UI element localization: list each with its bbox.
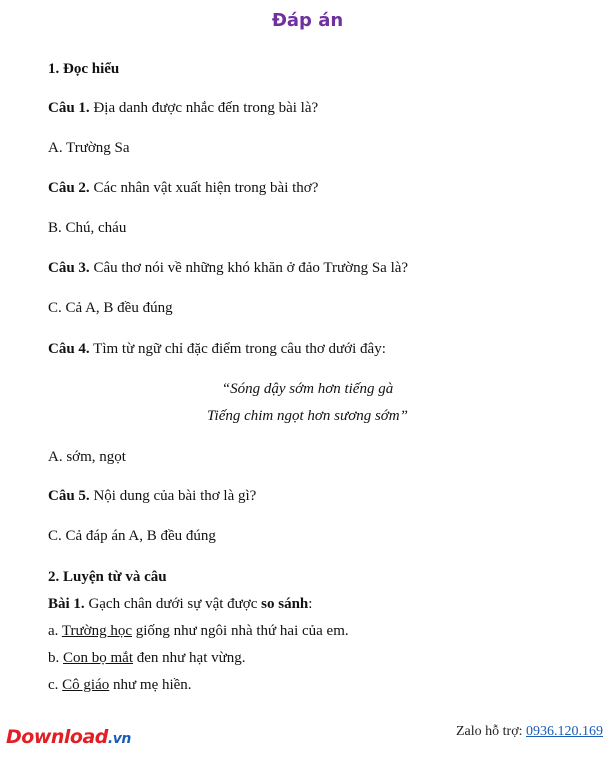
answer-5: C. Cả đáp án A, B đều đúng xyxy=(48,528,216,544)
exercise-item-b xyxy=(48,650,246,667)
question-label: Câu 3. xyxy=(48,260,90,276)
support-contact xyxy=(456,724,603,740)
exercise-item-a xyxy=(48,623,349,640)
exercise-1 xyxy=(48,596,312,613)
item-rest: đen như hạt vừng. xyxy=(133,650,246,666)
download-logo[interactable] xyxy=(6,726,131,748)
zalo-label: Zalo hỗ trợ: xyxy=(456,724,526,739)
answer-1: A. Trường Sa xyxy=(48,140,130,156)
page-title: Đáp án xyxy=(271,10,344,31)
item-prefix: a. xyxy=(48,623,62,639)
exercise-item-c xyxy=(48,677,192,694)
logo-suffix: .vn xyxy=(107,731,131,747)
question-text: Nội dung của bài thơ là gì? xyxy=(89,488,257,504)
answer-2: B. Chú, cháu xyxy=(48,220,127,236)
question-5 xyxy=(48,488,256,505)
item-underlined: Con bọ mắt xyxy=(63,650,133,666)
question-text: Tìm từ ngữ chỉ đặc điểm trong câu thơ dưới đây: xyxy=(89,341,386,357)
exercise-keyword: so sánh xyxy=(261,596,309,612)
item-rest: như mẹ hiền. xyxy=(109,677,192,693)
item-rest: giống như ngôi nhà thứ hai của em. xyxy=(132,623,349,639)
item-underlined: Cô giáo xyxy=(62,677,110,693)
exercise-text: Gạch chân dưới sự vật được xyxy=(84,596,262,612)
poem-line-2: Tiếng chim ngọt hơn sương sớm” xyxy=(207,408,408,424)
exercise-colon: : xyxy=(308,596,313,612)
question-1 xyxy=(48,100,318,117)
question-label: Câu 5. xyxy=(48,488,90,504)
question-label: Câu 2. xyxy=(48,180,90,196)
question-text: Câu thơ nói về những khó khăn ở đảo Trường Sa là? xyxy=(89,260,409,276)
section-heading-vocabulary: 2. Luyện từ và câu xyxy=(48,569,167,585)
question-3 xyxy=(48,260,408,277)
item-prefix: b. xyxy=(48,650,63,666)
answer-3: C. Cả A, B đều đúng xyxy=(48,300,173,316)
question-2 xyxy=(48,180,318,197)
question-text: Các nhân vật xuất hiện trong bài thơ? xyxy=(89,180,319,196)
section-heading-reading: 1. Đọc hiểu xyxy=(48,61,120,77)
support-phone-link[interactable]: 0936.120.169 xyxy=(526,724,603,739)
poem-line-1: “Sóng dậy sớm hơn tiếng gà xyxy=(221,381,394,397)
exercise-label: Bài 1. xyxy=(48,596,85,612)
question-label: Câu 1. xyxy=(48,100,90,116)
answer-4: A. sớm, ngọt xyxy=(48,449,126,465)
item-underlined: Trường học xyxy=(61,623,132,639)
question-label: Câu 4. xyxy=(48,341,90,357)
question-text: Địa danh được nhắc đến trong bài là? xyxy=(89,100,319,116)
logo-text: Download xyxy=(6,726,108,748)
question-4 xyxy=(48,341,386,358)
item-prefix: c. xyxy=(48,677,63,693)
